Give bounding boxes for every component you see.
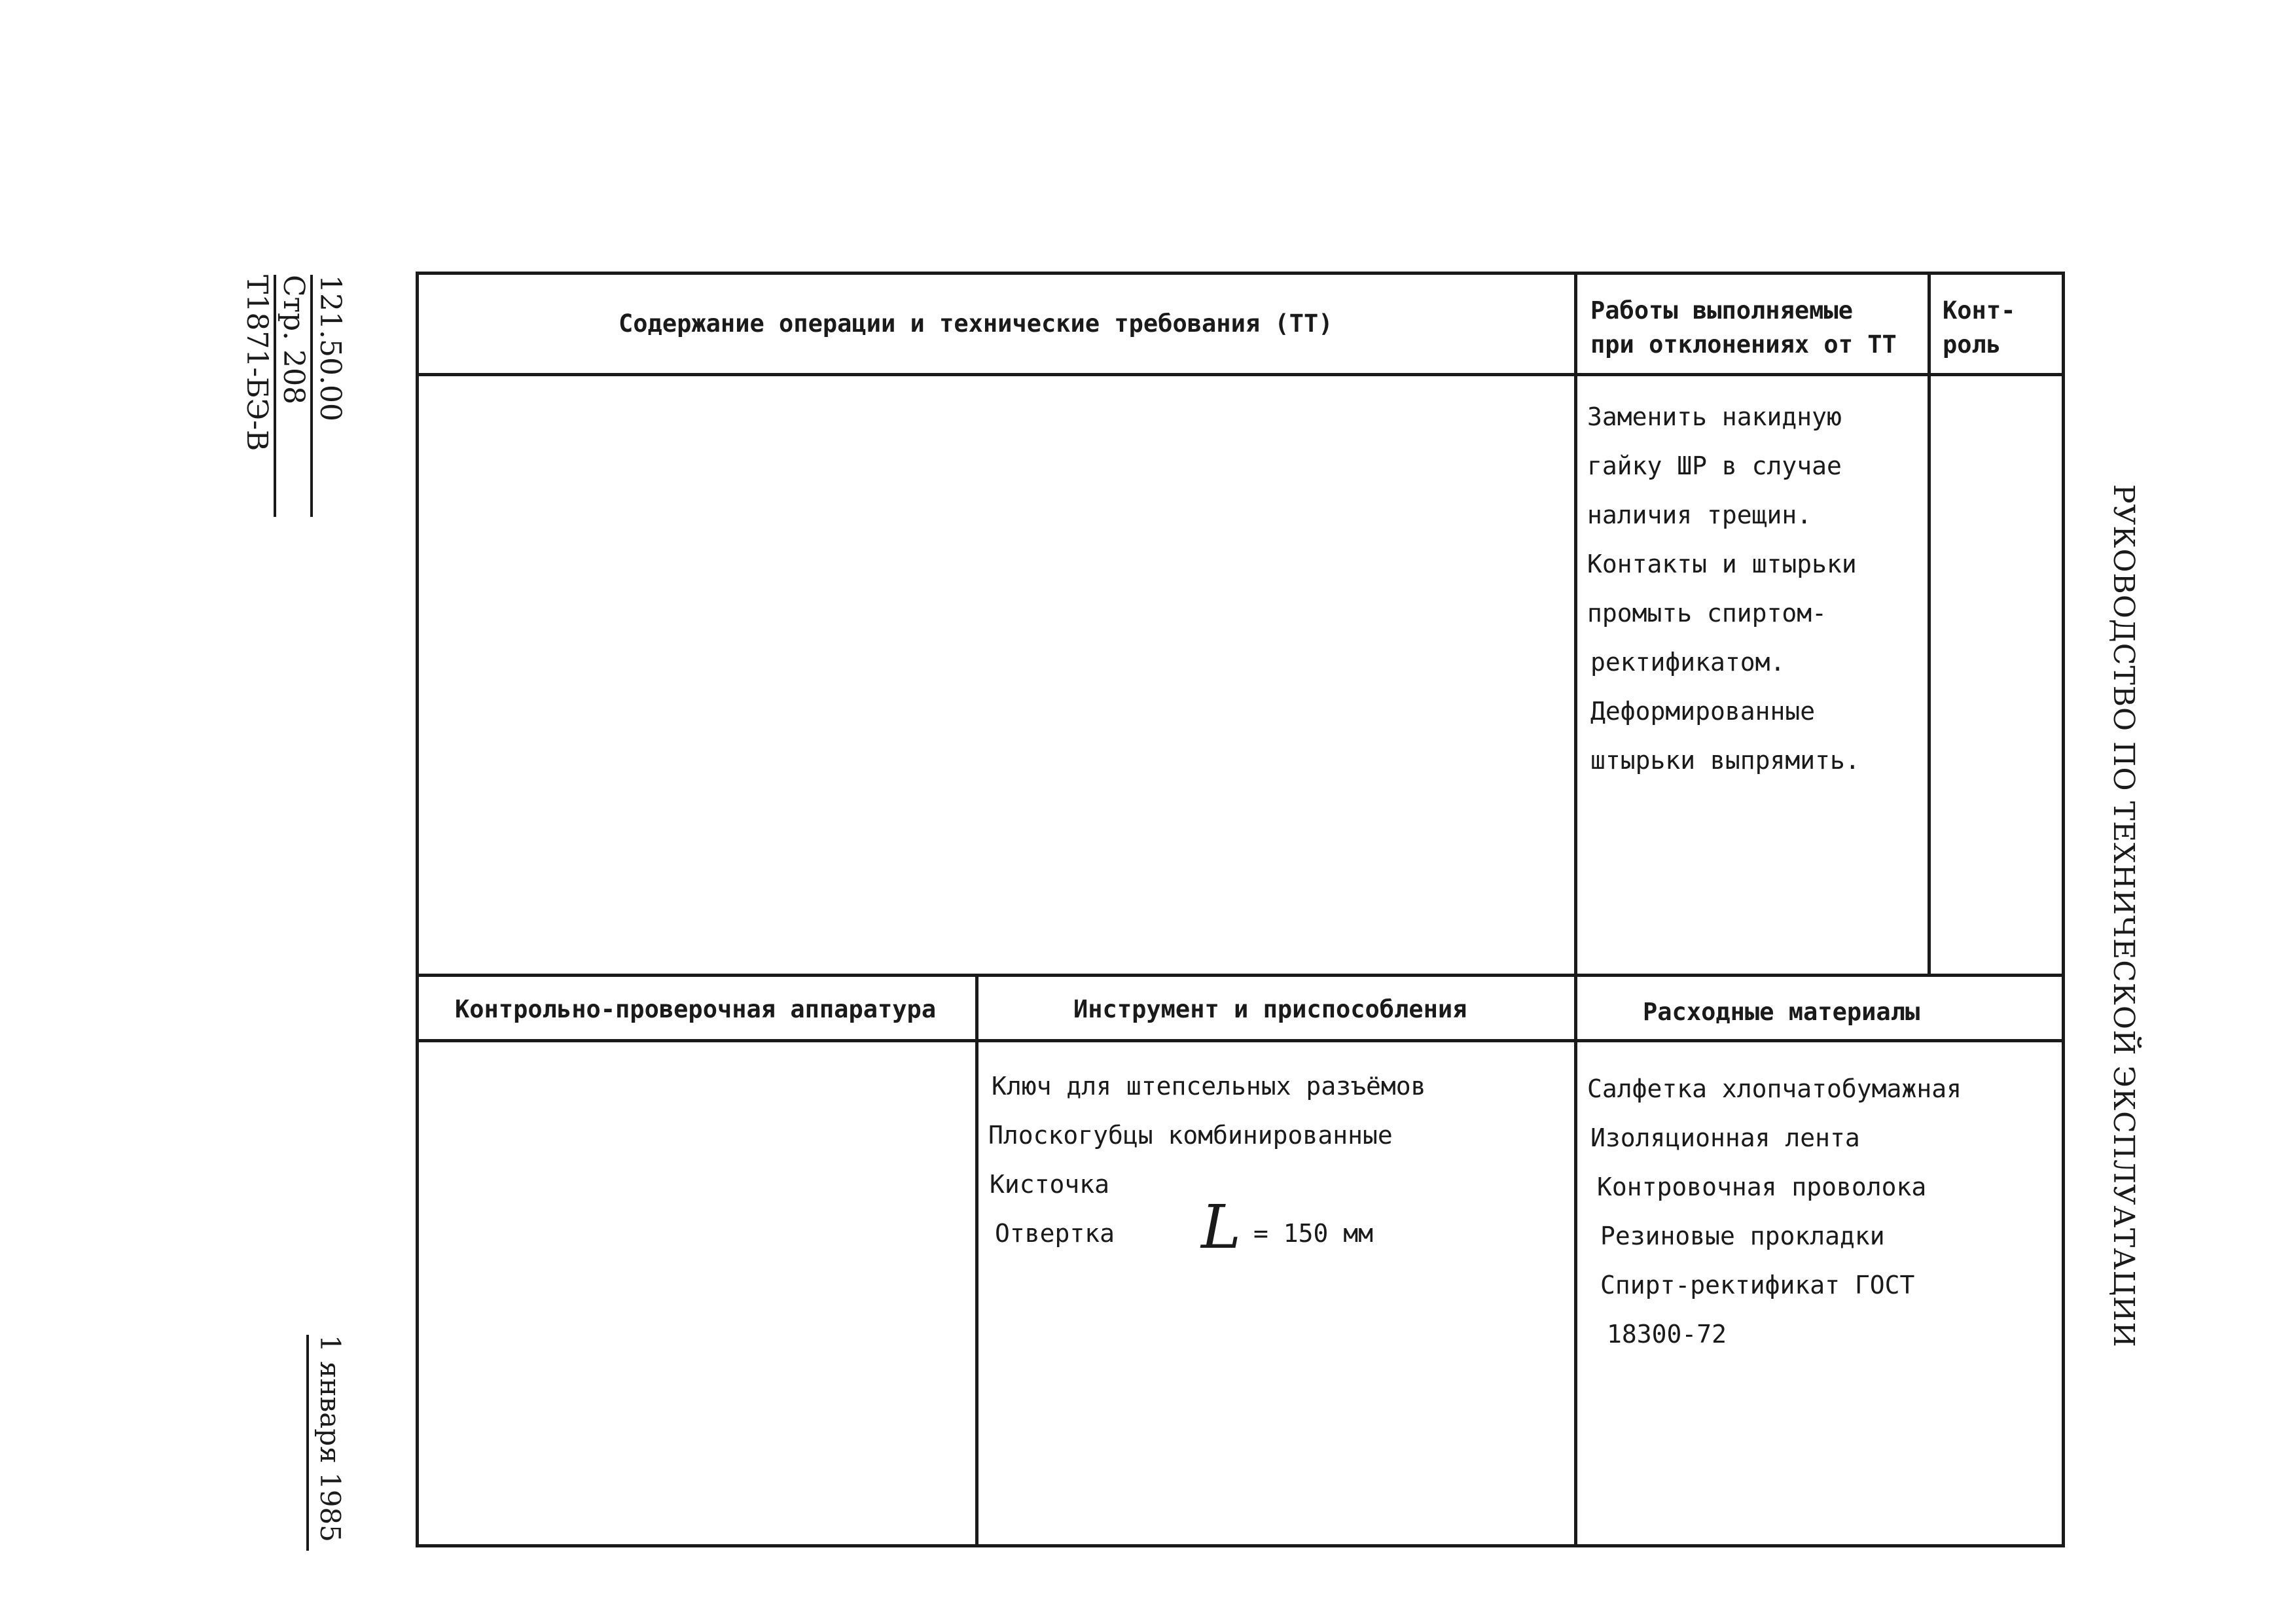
date-text: 1 января 1985 [306, 1335, 347, 1551]
bottom-header-divider [419, 1039, 2062, 1042]
deviation-line: Заменить накидную [1587, 402, 1842, 431]
material-item: Контровочная проволока [1597, 1173, 1927, 1201]
content-deviation-divider [1574, 275, 1577, 1544]
tool-item: Ключ для штепсельных разъёмов [992, 1072, 1426, 1101]
section-divider [419, 974, 2062, 977]
manual-title: РУКОВОДСТВО ПО ТЕХНИЧЕСКОЙ ЭКСПЛУАТАЦИИ [2107, 484, 2140, 1348]
header-divider [419, 373, 2062, 376]
date-stamp [306, 1335, 347, 1551]
deviation-line: промыть спиртом- [1587, 599, 1827, 627]
deviation-control-divider [1928, 275, 1931, 974]
tool-item: Отвертка [995, 1219, 1115, 1248]
material-item: Спирт-ректификат ГОСТ [1600, 1271, 1915, 1299]
screwdriver-size: = 150 мм [1253, 1219, 1374, 1248]
deviations-header-line2: при отклонениях от ТТ [1590, 330, 1897, 359]
deviation-line: наличия трещин. [1587, 501, 1812, 529]
material-item: Резиновые прокладки [1600, 1222, 1885, 1250]
deviation-line: Контакты и штырьки [1587, 550, 1857, 578]
equipment-tools-divider [975, 974, 978, 1544]
control-header-line1: Конт- [1943, 296, 2016, 325]
operation-card-table [416, 272, 2065, 1547]
tool-item: Кисточка [990, 1170, 1110, 1199]
deviation-line: гайку ШР в случае [1587, 451, 1842, 480]
doc-number: 121.50.00 [310, 275, 347, 517]
deviation-line: Деформированные [1590, 697, 1816, 726]
material-item: Салфетка хлопчатобумажная [1587, 1074, 1962, 1103]
document-codes [240, 275, 347, 517]
material-item: Изоляционная лента [1590, 1123, 1860, 1152]
content-header: Содержание операции и технические требования (ТТ) [619, 309, 1333, 338]
materials-header: Расходные материалы [1643, 998, 1920, 1026]
control-header-line2: роль [1943, 330, 2001, 359]
tech-card-code: T1871-БЭ-В [240, 275, 274, 451]
tool-item: Плоскогубцы комбинированные [988, 1121, 1393, 1150]
equipment-header: Контрольно-проверочная аппаратура [455, 995, 937, 1023]
screwdriver-length-symbol: L [1201, 1192, 1242, 1262]
deviation-line: штырьки выпрямить. [1590, 746, 1860, 775]
material-item: 18300-72 [1607, 1320, 1727, 1349]
page-number: Стр. 208 [274, 275, 310, 517]
deviation-line: ректификатом. [1590, 648, 1785, 677]
tools-header: Инструмент и приспособления [1073, 995, 1467, 1023]
deviations-header-line1: Работы выполняемые [1590, 296, 1853, 325]
